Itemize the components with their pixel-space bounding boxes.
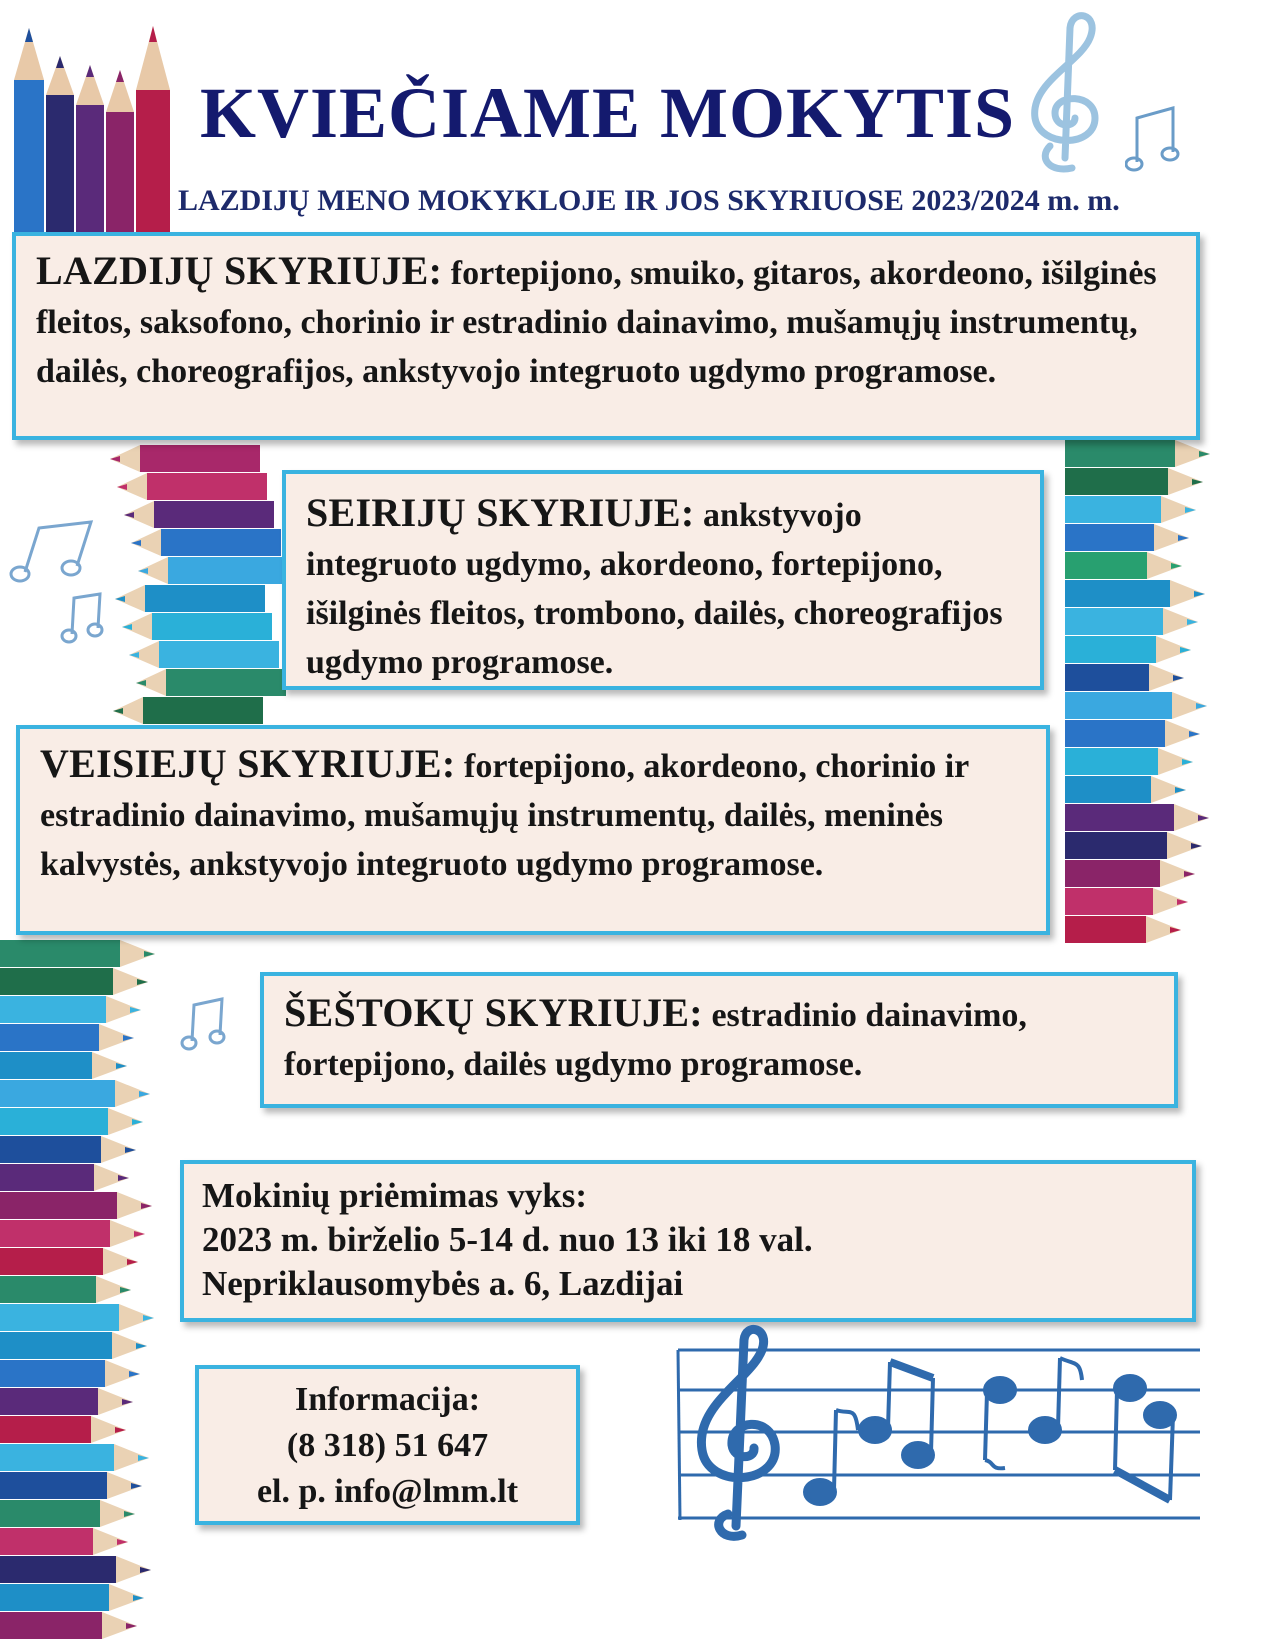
branch-name: SEIRIJŲ SKYRIUJE: <box>306 490 695 535</box>
pencils-decoration <box>0 940 175 1650</box>
branch-box-veisiejai <box>16 725 1050 935</box>
branch-box-sestokai <box>260 972 1178 1108</box>
music-note-icon <box>180 995 230 1055</box>
pencils-decoration <box>10 20 180 236</box>
pencils-decoration <box>110 445 265 725</box>
branch-box-lazdijai <box>12 232 1200 440</box>
admission-date: 2023 m. birželio 5-14 d. nuo 13 iki 18 val. <box>202 1220 813 1259</box>
info-phone: (8 318) 51 647 <box>286 1427 489 1464</box>
branch-programs: fortepijono, smuiko, gitaros, akordeono, išilginės fleitos, saksofono, chorinio ir estradinio dainavimo, mušamųjų instrumentų, dailės, choreografijos, ankstyvojo integruoto ugdymo programose. <box>36 255 1157 390</box>
music-note-icon <box>60 588 110 648</box>
info-label: Informacija: <box>294 1381 481 1418</box>
music-note-icon <box>1125 100 1185 180</box>
branch-programs: ankstyvojo integruoto ugdymo, akordeono, fortepijono, išilginės fleitos, trombono, dailės, choreografijos ugdymo programose. <box>306 497 1003 681</box>
branch-name: LAZDIJŲ SKYRIUJE: <box>36 248 443 293</box>
branch-programs: fortepijono, akordeono, chorinio ir estradinio dainavimo, mušamųjų instrumentų, dailės, meninės kalvystės, ankstyvojo integruoto ugdymo programose. <box>40 748 969 883</box>
info-box <box>195 1365 580 1525</box>
info-email: el. p. info@lmm.lt <box>256 1473 519 1510</box>
branch-name: VEISIEJŲ SKYRIUJE: <box>40 741 456 786</box>
branch-programs: estradinio dainavimo, fortepijono, dailės ugdymo programose. <box>284 997 1027 1083</box>
pencils-decoration <box>1065 440 1275 945</box>
page-title: KVIEČIAME MOKYTIS <box>200 73 1016 153</box>
music-note-icon <box>5 510 100 590</box>
admission-box <box>180 1160 1196 1322</box>
page-subtitle: LAZDIJŲ MENO MOKYKLOJE IR JOS SKYRIUOSE 2023/2024 m. m. <box>178 184 1120 217</box>
music-staff-illustration <box>670 1320 1210 1545</box>
branch-name: ŠEŠTOKŲ SKYRIUJE: <box>284 990 703 1035</box>
branch-box-seirijai <box>282 470 1044 690</box>
admission-heading: Mokinių priėmimas vyks: <box>202 1176 588 1215</box>
admission-address: Nepriklausomybės a. 6, Lazdijai <box>202 1264 684 1303</box>
